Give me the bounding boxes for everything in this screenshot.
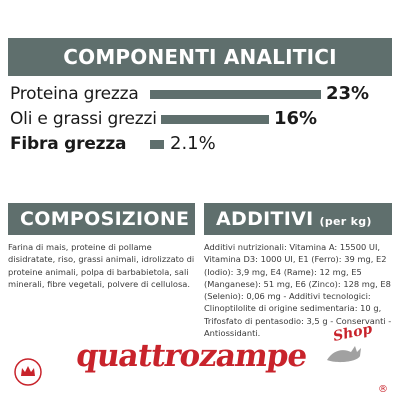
cat-silhouette-icon	[325, 340, 365, 364]
composizione-title: COMPOSIZIONE	[20, 208, 190, 230]
additivi-unit: (per kg)	[319, 214, 372, 228]
analytics-title-banner	[8, 38, 392, 76]
analytics-row-label: Fibra grezza	[10, 134, 127, 154]
analytics-title: COMPONENTI ANALITICI	[63, 45, 337, 69]
watermark-brand: quattrozampe	[74, 338, 309, 374]
additivi-title: ADDITIVI	[216, 208, 314, 230]
analytics-row-value: 23%	[326, 83, 370, 104]
additivi-text: Additivi nutrizionali: Vitamina A: 15500 UI, Vitamina D3: 1000 UI, E1 (Ferro): 39 mg, E2 (Iodio): 3,9 mg, E4 (Rame): 12 mg, E5 (Manganese): 51 mg, E6 (Zinco): 128 mg, E8 (Selenio): 0,06 mg - Additivi tecnologici: Clinoptilolite di origine sedimentaria: 10 g, Trifosfato di pentasodio: 3,5 g - Conservanti - Antiossidanti.	[204, 242, 392, 339]
analytics-row-label: Proteina grezza	[10, 84, 139, 104]
composizione-banner	[8, 203, 195, 235]
analytics-row-fibre	[10, 132, 390, 156]
analytics-row-value: 16%	[274, 108, 318, 129]
watermark-shop: Shop	[331, 321, 374, 345]
analytics-row-protein	[10, 82, 390, 106]
analytics-bar-fibre	[150, 140, 164, 149]
analytics-row-label: Oli e grassi grezzi	[10, 109, 157, 129]
composizione-text: Farina di mais, proteine di pollame disidratate, riso, grassi animali, idrolizzato di proteine animali, polpa di barbabietola, sali minerali, fibre vegetali, polvere di cellulosa.	[8, 242, 195, 289]
crown-logo-icon	[14, 358, 42, 386]
additivi-banner	[204, 203, 392, 235]
top-margin	[0, 0, 400, 20]
watermark-registered: ®	[378, 384, 388, 395]
analytics-row-fat	[10, 107, 390, 131]
analytics-bar-protein	[150, 90, 321, 99]
analytics-bar-fat	[161, 115, 269, 124]
analytics-row-value: 2.1%	[170, 133, 216, 154]
